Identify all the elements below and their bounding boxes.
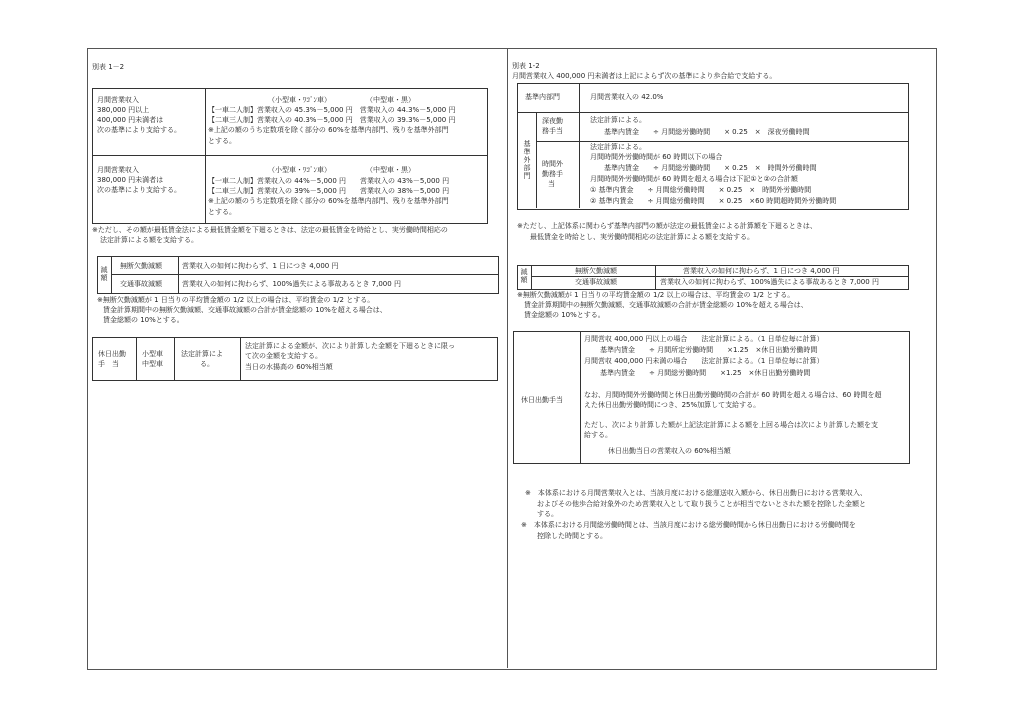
right-deduction-desc-1: 営業収入の如何に拘わらず、100%過失による事故あるとき 7,000 円 [660,278,879,286]
right-footnote-2: する。 [537,510,558,518]
left-deduction-col2 [178,256,179,293]
right-kijungai-label: 基準外部門 [523,140,531,180]
left-form-id: 別表 1－2 [92,63,125,71]
left-holiday-desc-2: 当日の水揚高の 60%相当額 [245,363,333,371]
tier1-cond-2: 400,000 円未満者は [97,116,164,124]
right-wage-col-b [579,112,580,208]
left-holiday-car-0: 小型車 [142,350,163,358]
tier2-cond-1: 380,000 円未満者は [97,176,164,184]
right-note2-1: 賃金計算期間中の無断欠勤減額、交通事故減額の合計が賃金総額の 10%を超える場合は、 [524,301,808,309]
right-deduction-col2 [655,265,656,289]
left-holiday-desc-0: 法定計算による金額が、次により計算した金額を下廻るときに限っ [245,342,455,350]
left-holiday-calc-0: 法定計算によ [181,350,223,358]
right-kijunnai-value: 月間営業収入の 42.0% [590,93,664,101]
left-deduction-desc-0: 営業収入の如何に拘わらず、1 日につき 4,000 円 [182,262,339,270]
tier2-row-0: 【一車二人制】営業収入の 44%－5,000 円 営業収入の 43%－5,000 円 [208,177,450,185]
right-wage-row-divider [517,112,908,113]
tier-table-divider [92,155,487,156]
right-jikangai-line-4: ① 基準内賃金 ÷ 月間総労働時間 × 0.25 × 時間外労働時間 [590,186,812,194]
left-deduction-row-divider [111,274,498,275]
tier1-cond-3: 次の基準により支給する。 [97,126,181,134]
right-holiday-line-5: えた休日出勤労働時間につき、25%加算して支給する。 [584,401,761,409]
left-note2-0: ※無断欠勤減額が 1 日当りの平均賃金額の 1/2 以上の場合は、平均賃金の 1/2 とする。 [97,296,375,304]
right-note1-0: ※ただし、上記体系に関わらず基準内部門の額が法定の最低賃金による計算額を下廻るときは、 [517,222,817,230]
left-holiday-col2 [174,337,175,380]
right-jikangai-label-1: 勤務手 [542,170,563,178]
left-holiday-desc-1: て次の金額を支給する。 [245,352,322,360]
right-wage-sub-divider [536,141,908,142]
right-jikangai-label-2: 当 [548,180,555,188]
right-kijunnai-label: 基準内部門 [525,93,560,101]
tier1-cond-0: 月間営業収入 [97,96,139,104]
right-holiday-line-7: 給する。 [584,431,612,439]
right-intro: 月間営業収入 400,000 円未満者は上記によらず次の基準により歩合給で支給する。 [512,72,777,80]
left-deduction-name-1: 交通事故減額 [120,280,162,288]
right-deduction-label: 減額 [520,268,528,284]
right-holiday-line-0: 月間営収 400,000 円以上の場合 法定計算による。（1 日単位毎に計算） [584,335,824,343]
right-footnote-0: ※ 本体系における月間営業収入とは、当該月度における総運送収入額から、休日出勤日における営業収入、 [525,489,867,497]
tier2-row-1: 【二車三人制】営業収入の 39%－5,000 円 営業収入の 38%－5,000 円 [208,187,450,195]
right-jikangai-line-0: 法定計算による。 [590,143,646,151]
right-holiday-line-1: 基準内賃金 ÷ 月間所定労働時間 ×1.25 ×休日出勤労働時間 [600,346,818,354]
left-holiday-col3 [240,337,241,380]
tier1-header: （小型車・ﾜｺﾞﾝ車） （中型車・黒） [268,96,415,104]
left-deduction-col1 [111,256,112,293]
right-wage-col-a [536,112,537,208]
left-holiday-calc-1: る。 [200,360,214,368]
right-holiday-col [580,331,581,463]
right-holiday-label: 休日出勤手当 [521,396,563,404]
tier1-row-1: 【二車三人制】営業収入の 40.3%－5,000 円 営業収入の 39.3%－5,000 円 [208,116,456,124]
right-footnote-1: およびその他歩合給対象外のため営業収入として取り扱うことが相当でないとされた額を控除した金額と [537,500,866,508]
tier2-row-2: ※上記の額のうち定数項を除く部分の 60%を基準内部門、残りを基準外部門 [208,197,449,205]
left-holiday-car-1: 中型車 [142,360,163,368]
right-holiday-line-8: 休日出勤当日の営業収入の 60%相当額 [608,447,731,455]
right-jikangai-line-3: 月間時間外労働時間が 60 時間を超える場合は下記①と②の合計額 [590,175,798,183]
right-jikangai-line-2: 基準内賃金 ÷ 月間総労働時間 × 0.25 × 時間外労働時間 [604,164,817,172]
right-deduction-row-divider [531,276,908,277]
right-note1-1: 最低賃金を時給とし、実労働時間相応の法定計算による額を支給する。 [530,233,754,241]
tier2-header: （小型車・ﾜｺﾞﾝ車） （中型車・黒） [268,166,415,174]
tier1-row-0: 【一車二人制】営業収入の 45.3%－5,000 円 営業収入の 44.3%－5,000 円 [208,106,456,114]
right-holiday-line-3: 基準内賃金 ÷ 月間総労働時間 ×1.25 ×休日出勤労働時間 [600,369,811,377]
tier2-row-3: とする。 [208,208,236,216]
right-form-id: 別表 1-2 [512,62,540,70]
right-deduction-col1 [531,265,532,289]
right-footnote-4: 控除した時間とする。 [537,532,607,540]
left-note1-0: ※ただし、その額が最低賃金法による最低賃金額を下廻るときは、法定の最低賃金を時給とし、実労働時間相応の [92,226,448,234]
right-shinya-label-0: 深夜勤 [542,117,563,125]
tier1-row-3: とする。 [208,137,236,145]
page-divider [507,48,508,668]
left-deduction-name-0: 無断欠勤減額 [120,262,162,270]
right-wage-col-top [579,83,580,112]
tier1-cond-1: 380,000 円以上 [97,106,150,114]
right-note2-2: 賃金総額の 10%とする。 [524,311,605,319]
right-jikangai-label-0: 時間外 [542,160,563,168]
right-jikangai-line-5: ② 基準内賃金 ÷ 月間総労働時間 × 0.25 ×60 時間超時間外労働時間 [590,197,837,205]
right-shinya-line-0: 法定計算による。 [590,116,646,124]
right-footnote-3: ※ 本体系における月間総労働時間とは、当該月度における総労働時間から休日出勤日における労働時間を [521,521,856,529]
tier2-cond-2: 次の基準により支給する。 [97,186,181,194]
left-note1-1: 法定計算による額を支給する。 [100,236,198,244]
left-holiday-label-1: 手 当 [98,360,119,368]
right-holiday-line-6: ただし、次により計算した額が上記法定計算による額を上回る場合は次により計算した額を支 [584,421,878,429]
tier2-cond-0: 月間営業収入 [97,166,139,174]
left-holiday-col1 [136,337,137,380]
right-holiday-line-4: なお、月間時間外労働時間と休日出勤労働時間の合計が 60 時間を超える場合は、60 時間を超 [584,391,882,399]
left-holiday-label-0: 休日出勤 [98,350,126,358]
left-note2-2: 賃金総額の 10%とする。 [103,316,184,324]
left-deduction-label: 減額 [100,266,108,282]
right-deduction-desc-0: 営業収入の如何に拘わらず、1 日につき 4,000 円 [683,267,840,275]
right-note2-0: ※無断欠勤減額が 1 日当りの平均賃金額の 1/2 以上の場合は、平均賃金の 1/2 とする。 [517,291,795,299]
left-deduction-desc-1: 営業収入の如何に拘わらず、100%過失による事故あるとき 7,000 円 [182,280,401,288]
right-deduction-name-1: 交通事故減額 [575,278,617,286]
right-shinya-label-1: 務手当 [542,127,563,135]
right-holiday-line-2: 月間営収 400,000 円未満の場合 法定計算による。（1 日単位毎に計算） [584,357,824,365]
tier-table-col-divider [205,88,206,223]
right-jikangai-line-1: 月間時間外労働時間が 60 時間以下の場合 [590,153,723,161]
right-deduction-name-0: 無断欠勤減額 [575,267,617,275]
left-note2-1: 賃金計算期間中の無断欠勤減額、交通事故減額の合計が賃金総額の 10%を超える場合は、 [103,306,387,314]
tier1-row-2: ※上記の額のうち定数項を除く部分の 60%を基準内部門、残りを基準外部門 [208,126,449,134]
right-shinya-line-1: 基準内賃金 ÷ 月間総労働時間 × 0.25 × 深夜労働時間 [604,128,810,136]
